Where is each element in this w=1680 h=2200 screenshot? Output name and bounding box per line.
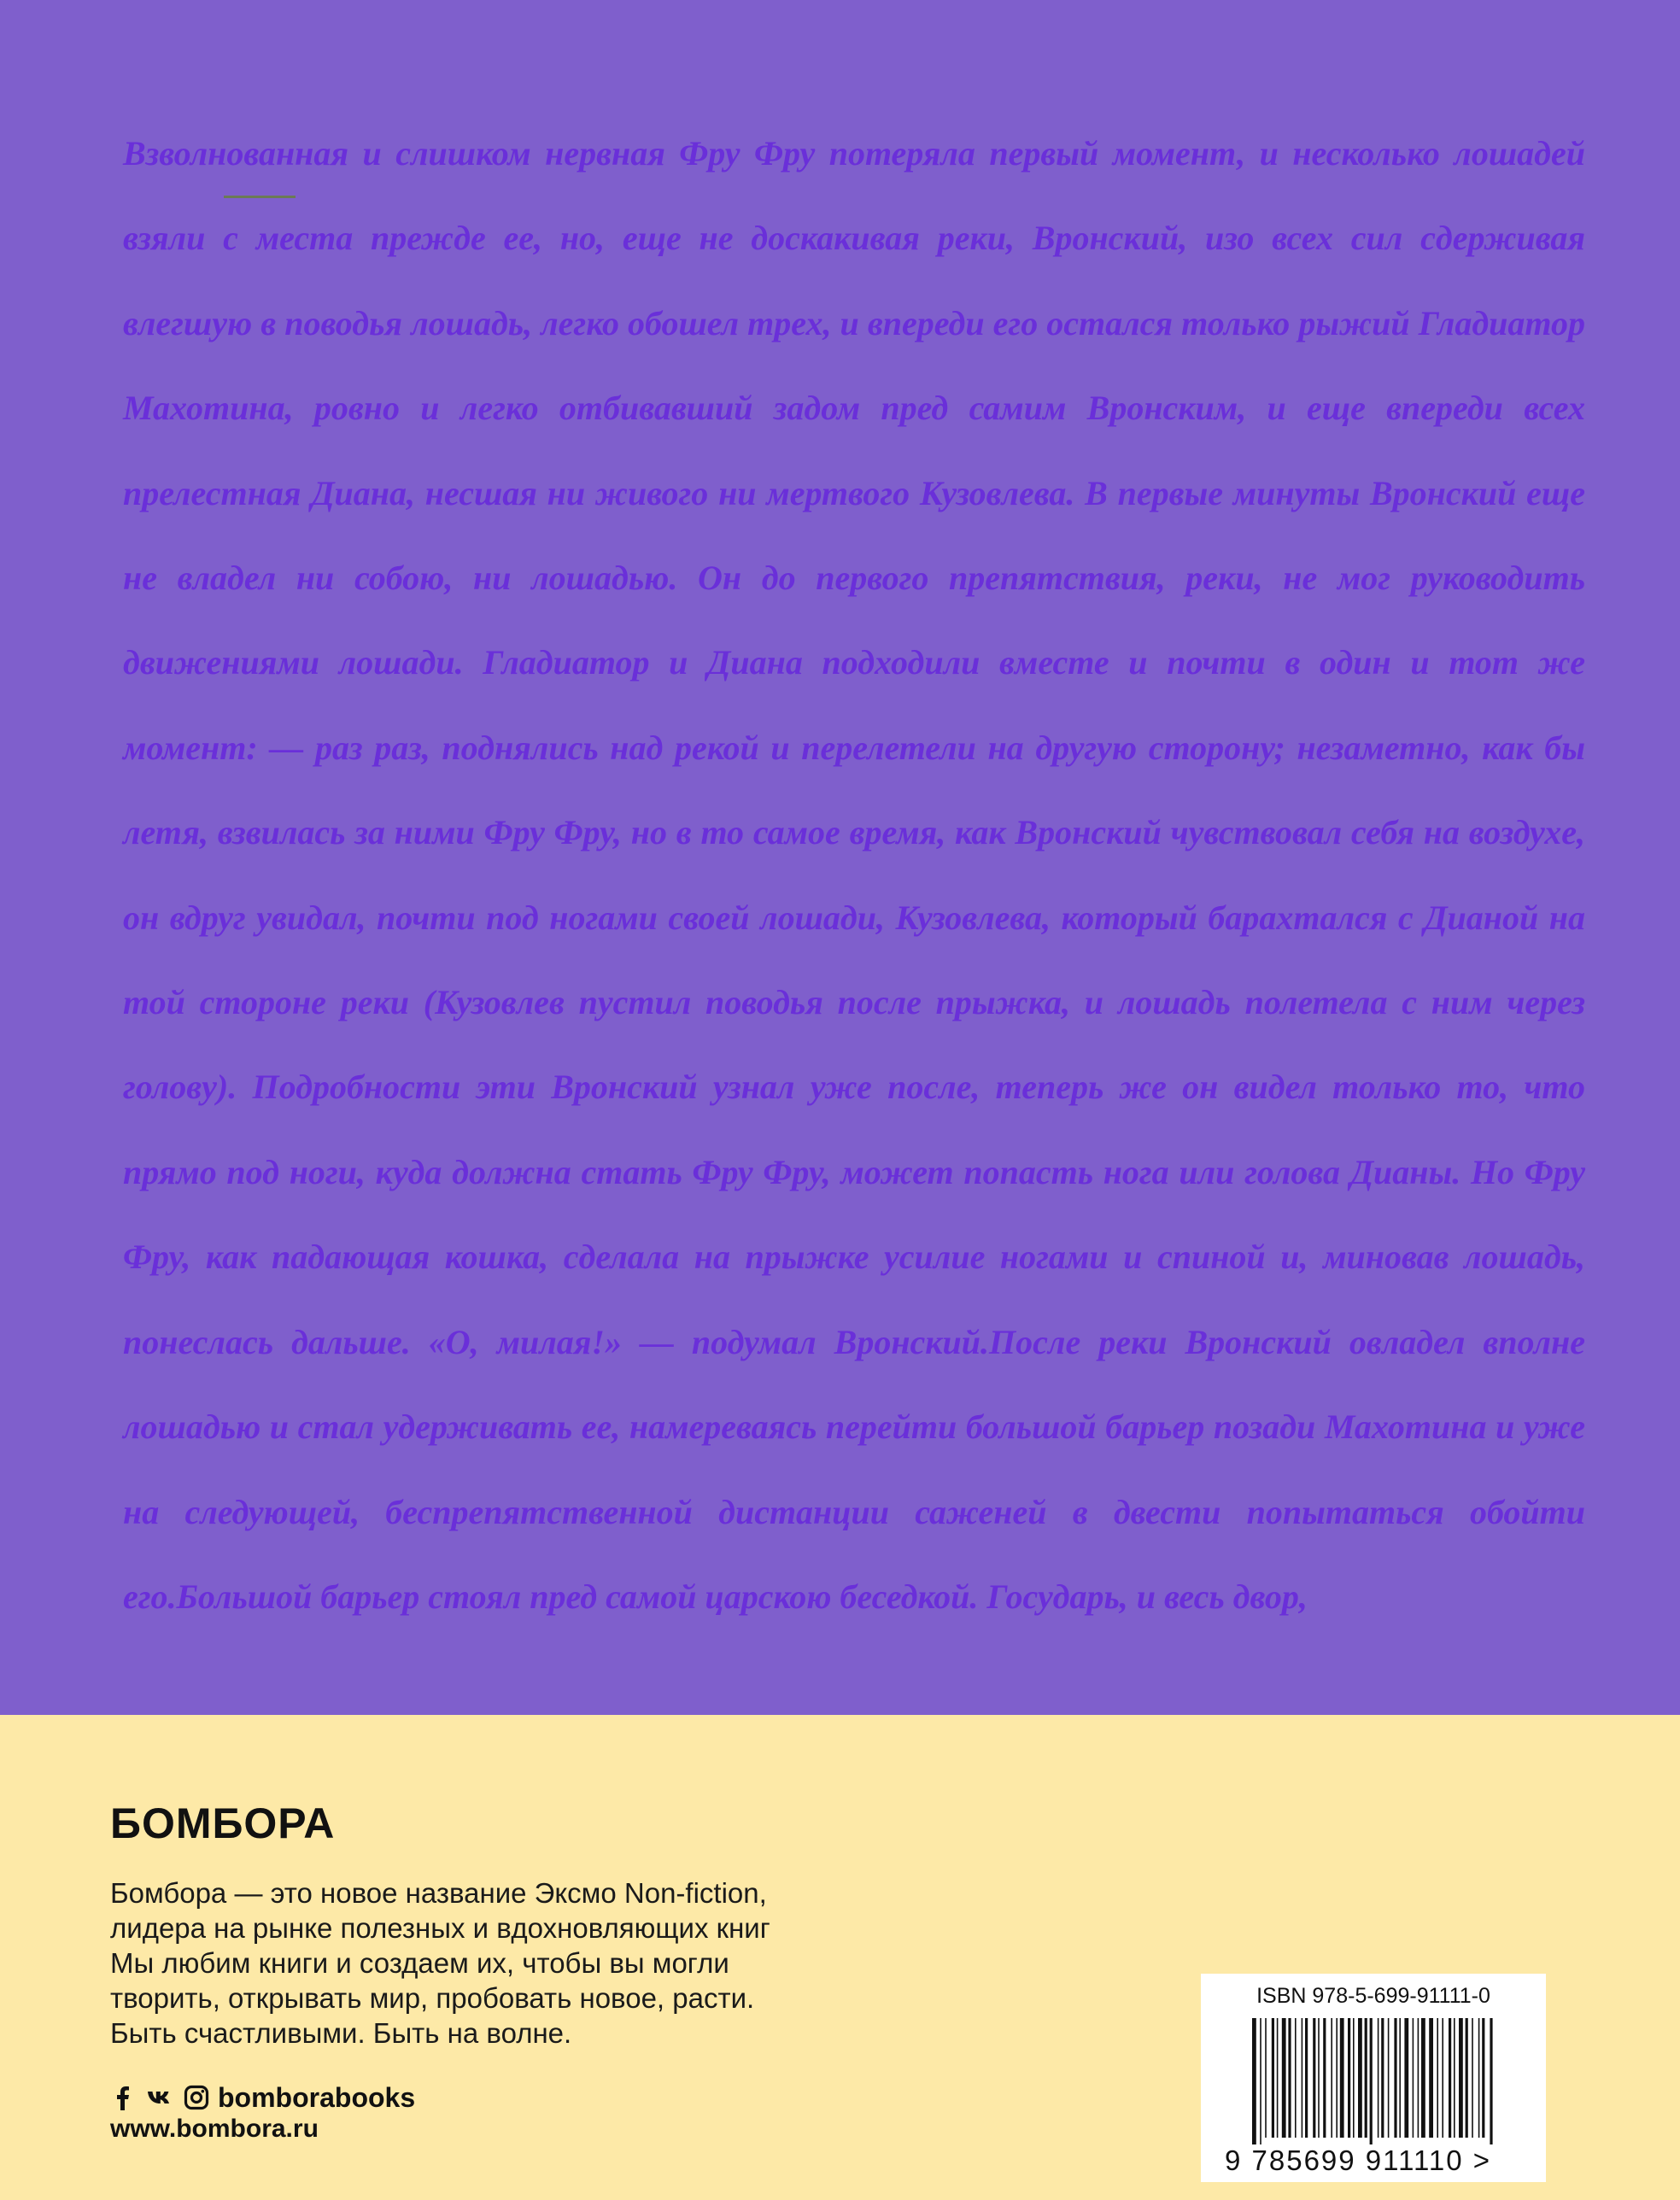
description-line: лидера на рынке полезных и вдохновляющих книг: [110, 1912, 770, 1944]
social-links: [110, 2080, 415, 2115]
facebook-icon[interactable]: [110, 2085, 136, 2110]
barcode-bar: [1388, 2018, 1390, 2138]
barcode-bar: [1466, 2018, 1468, 2138]
barcode-bar: [1413, 2018, 1414, 2138]
isbn-label: ISBN 978-5-699-91111-0: [1256, 1984, 1490, 2008]
barcode-bar: [1295, 2018, 1297, 2138]
barcode-bar: [1381, 2018, 1384, 2138]
barcode-bar: [1437, 2018, 1438, 2138]
publisher-description: [110, 1875, 964, 2051]
barcode-bar: [1323, 2018, 1326, 2138]
barcode-bar: [1348, 2018, 1350, 2138]
barcode-bar: [1482, 2018, 1484, 2138]
barcode-bar: [1277, 2018, 1279, 2138]
barcode-bar: [1272, 2018, 1274, 2138]
barcode-bar: [1454, 2018, 1455, 2138]
instagram-icon[interactable]: [184, 2085, 209, 2110]
barcode-bar: [1353, 2018, 1355, 2138]
book-excerpt: Взволнованная и слишком нервная Фру Фру потеряла первый момент, и несколько лошадей взяли с места прежде ее, но, еще не доскакивая реки, Вронский, изо всех сил сдерживая влегшую в поводья лошадь, легко обошел трех, и впереди его остался только рыжий Гладиатор Махотина, ровно и легко отбивавший задом пред самим Вронским, и еще впереди всех прелестная Диана, несшая ни живого ни мертвого Кузовлева. В первые минуты Вронский еще не владел ни собою, ни лошадью. Он до первого препятствия, реки, не мог руководить движениями лошади. Гладиатор и Диана подходили вместе и почти в один и тот же момент: — раз раз, поднялись над рекой и перелетели на другую сторону; незаметно, как бы летя, взвилась за ними Фру Фру, но в то самое время, как Вронский чувствовал себя на воздухе, он вдруг увидал, почти под ногами своей лошади, Кузовлева, который барахтался с Дианой на той стороне реки (Кузовлев пустил поводья после прыжка, и лошадь полетела с ним через голову). Подробности эти Вронский узнал уже после, теперь же он видел только то, что прямо под ноги, куда должна стать Фру Фру, может попасть нога или голова Дианы. Но Фру Фру, как падающая кошка, сделала на прыжке усилие ногами и спиной и, миновав лошадь, понеслась дальше. «О, милая!» — подумал Вронский.После реки Вронский овладел вполне лошадью и стал удерживать ее, намереваясь перейти большой барьер позади Махотина и уже на следующей, беспрепятственной дистанции саженей в двести попытаться обойти его.Большой барьер стоял пред самой царскою беседкой. Государь, и весь двор,: [123, 134, 1585, 1616]
barcode-graphic: [1201, 2018, 1546, 2146]
barcode-bar: [1459, 2018, 1463, 2138]
description-line: Быть счастливыми. Быть на волне.: [110, 2017, 572, 2049]
barcode-bar: [1288, 2018, 1291, 2138]
barcode-box: [1201, 1974, 1546, 2182]
description-line: Бомбора — это новое название Эксмо Non-fiction,: [110, 1877, 767, 1909]
barcode-bar: [1365, 2018, 1367, 2138]
barcode-bar: [1442, 2018, 1443, 2138]
barcode-bar: [1340, 2018, 1344, 2138]
barcode-bar: [1313, 2018, 1315, 2138]
barcode-bar: [1318, 2018, 1320, 2138]
barcode-bar: [1418, 2018, 1420, 2138]
barcode-bar: [1305, 2018, 1308, 2138]
barcode-digits: 9 785699 911110 >: [1225, 2144, 1492, 2176]
description-line: Мы любим книги и создаем их, чтобы вы могли: [110, 1947, 729, 1979]
barcode-bar: [1331, 2018, 1332, 2138]
barcode-bar: [1282, 2018, 1286, 2138]
social-handle[interactable]: bomborabooks: [218, 2081, 416, 2113]
barcode-bar: [1358, 2018, 1362, 2138]
barcode-bar: [1336, 2018, 1338, 2138]
barcode-bar: [1490, 2018, 1492, 2144]
barcode-bar: [1429, 2018, 1433, 2138]
barcode-bar: [1265, 2018, 1267, 2138]
barcode-bar: [1252, 2018, 1256, 2144]
barcode-bar: [1378, 2018, 1379, 2138]
website-link[interactable]: www.bombora.ru: [110, 2115, 319, 2143]
barcode-bar: [1399, 2018, 1401, 2138]
barcode-bar: [1302, 2018, 1303, 2138]
barcode-bar: [1394, 2018, 1396, 2138]
barcode-bar: [1472, 2018, 1473, 2138]
barcode-bar: [1370, 2018, 1373, 2144]
barcode-bar: [1404, 2018, 1408, 2138]
barcode-bar: [1449, 2018, 1451, 2138]
barcode-bar: [1478, 2018, 1480, 2138]
description-line: творить, открывать мир, пробовать новое, расти.: [110, 1982, 755, 2014]
barcode-bar: [1260, 2018, 1261, 2144]
publisher-name: БОМБОРА: [110, 1799, 336, 1847]
vk-icon[interactable]: [144, 2085, 175, 2110]
barcode-bar: [1421, 2018, 1425, 2138]
